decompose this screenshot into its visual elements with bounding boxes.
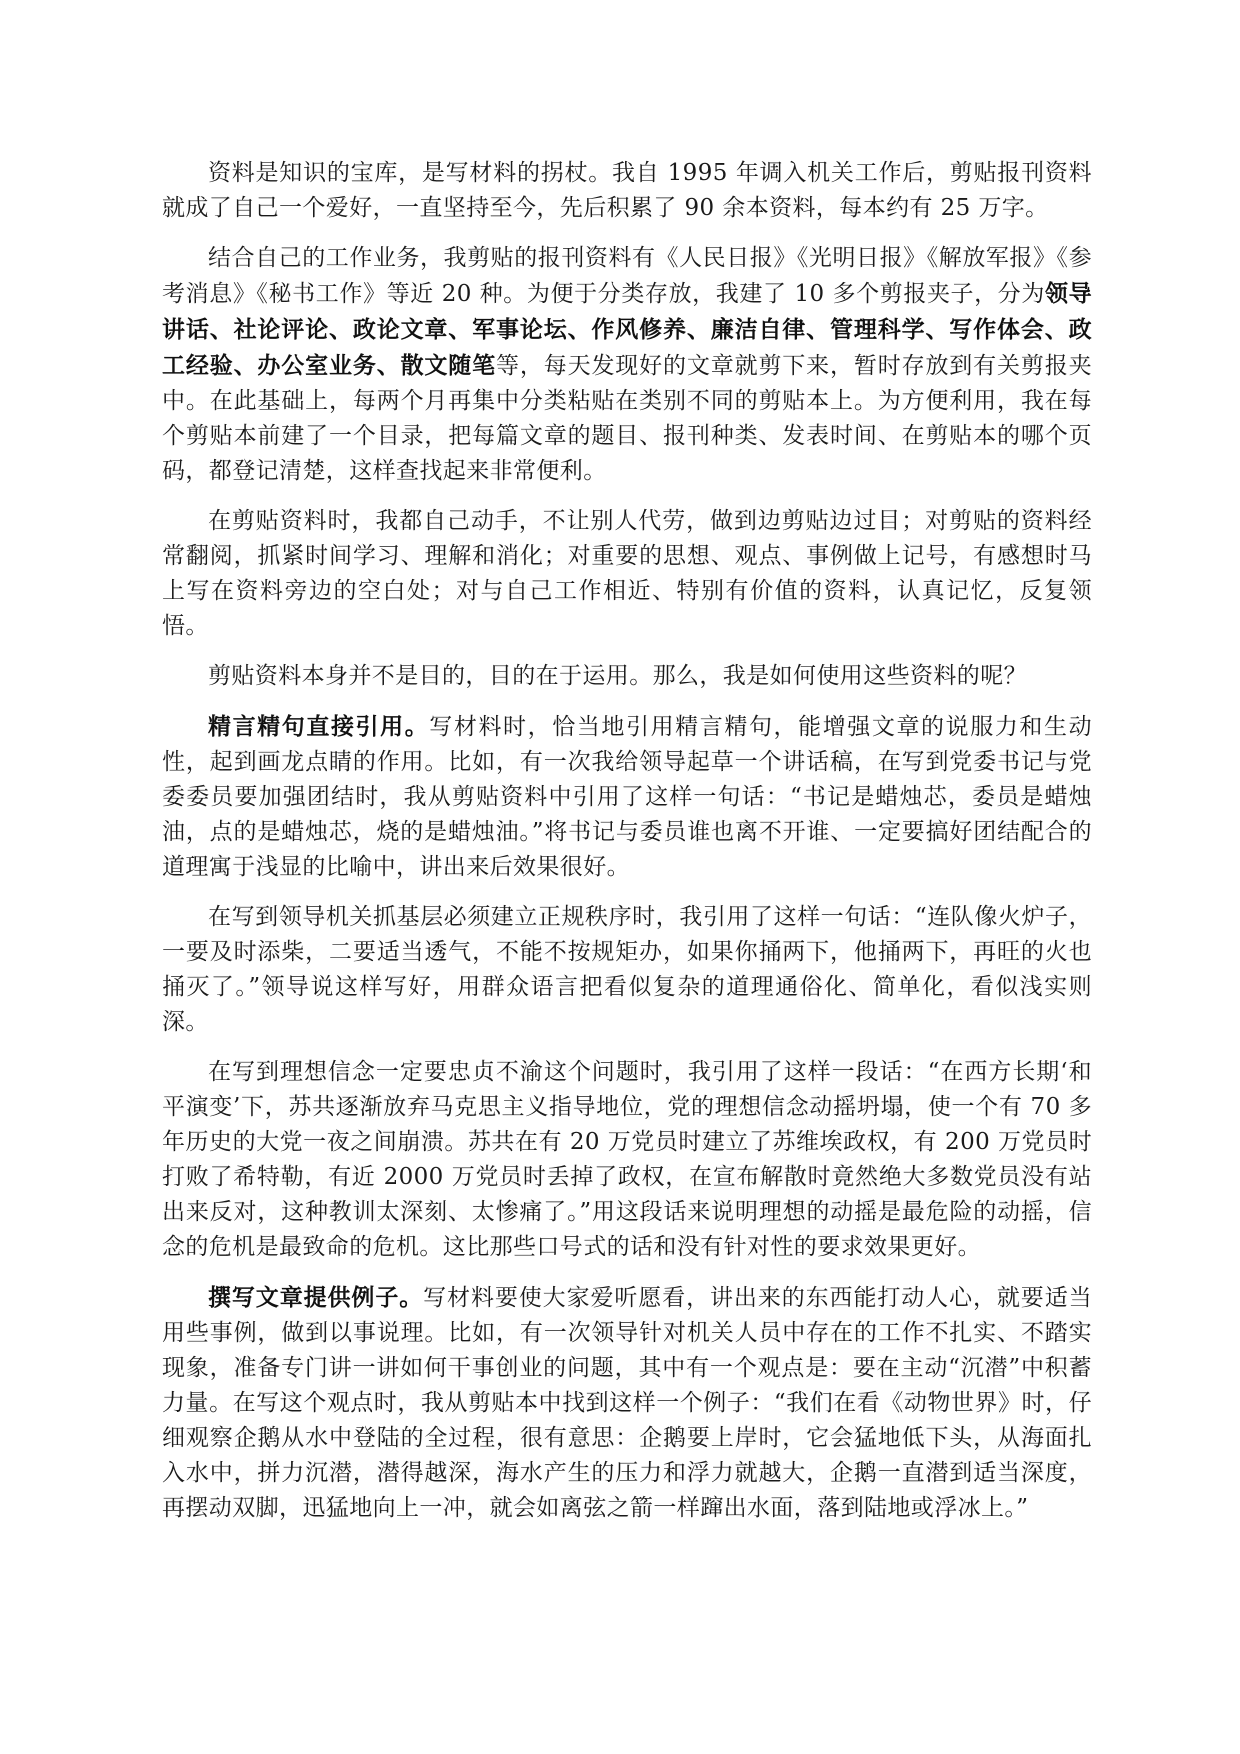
paragraph-examples bbox=[162, 1280, 1092, 1526]
text-run: 在写到理想信念一定要忠贞不渝这个问题时，我引用了这样一段话：“在西方长期‘和平演变’下，苏共逐渐放弃马克思主义指导地位，党的理想信念动摇坍塌，使一个有 70 多年历史的大党一夜之间崩溃。苏共在有 20 万党员时建立了苏维埃政权，有 200 万党员时打败了希特勒，有近 2000 万党员时丢掉了政权，在宣布解散时竟然绝大多数党员没有站出来反对，这种教训太深刻、太惨痛了。”用这段话来说明理想的动摇是最危险的动摇，信念的危机是最致命的危机。这比那些口号式的话和没有针对性的要求效果更好。 bbox=[162, 1059, 1092, 1260]
text-run: 资料是知识的宝库，是写材料的拐杖。我自 1995 年调入机关工作后，剪贴报刊资料就成了自己一个爱好，一直坚持至今，先后积累了 90 余本资料，每本约有 25 万字。 bbox=[162, 160, 1092, 221]
document-page bbox=[162, 156, 1092, 1541]
paragraph-purpose-question bbox=[162, 659, 1092, 694]
text-run: 等，每天发现好的文章就剪下来，暂时存放到有关剪报夹中。在此基础上，每两个月再集中分类粘贴在类别不同的剪贴本上。为方便利用，我在每个剪贴本前建了一个目录，把每篇文章的题目、报刊种类、发表时间、在剪贴本的哪个页码，都登记清楚，这样查找起来非常便利。 bbox=[162, 353, 1092, 484]
paragraph-quote-usage bbox=[162, 709, 1092, 885]
text-run: 写材料时，恰当地引用精言精句，能增强文章的说服力和生动性，起到画龙点睛的作用。比如，有一次我给领导起草一个讲话稿，在写到党委书记与党委委员要加强团结时，我从剪贴资料中引用了这样一句话：“书记是蜡烛芯，委员是蜡烛油，点的是蜡烛芯，烧的是蜡烛油。”将书记与委员谁也离不开谁、一定要搞好团结配合的道理寓于浅显的比喻中，讲出来后效果很好。 bbox=[162, 714, 1092, 880]
text-run: 剪贴资料本身并不是目的，目的在于运用。那么，我是如何使用这些资料的呢？ bbox=[208, 663, 1027, 689]
text-run: 结合自己的工作业务，我剪贴的报刊资料有《人民日报》《光明日报》《解放军报》《参考消息》《秘书工作》等近 20 种。为便于分类存放，我建了 10 多个剪报夹子，分为 bbox=[162, 245, 1092, 307]
bold-category-list: 领导讲话、社论评论、政论文章、军事论坛、作风修养、廉洁自律、管理科学、写作体会、政工经验、办公室业务、散文随笔 bbox=[162, 280, 1092, 379]
paragraph-clipping-sources bbox=[162, 241, 1092, 489]
paragraph-clipping-method bbox=[162, 504, 1092, 644]
paragraph-belief-quote bbox=[162, 1055, 1092, 1265]
text-run: 在剪贴资料时，我都自己动手，不让别人代劳，做到边剪贴边过目；对剪贴的资料经常翻阅，抓紧时间学习、理解和消化；对重要的思想、观点、事例做上记号，有感想时马上写在资料旁边的空白处；对与自己工作相近、特别有价值的资料，认真记忆，反复领悟。 bbox=[162, 508, 1092, 639]
bold-heading-quotes: 精言精句直接引用。 bbox=[208, 713, 430, 740]
paragraph-intro bbox=[162, 156, 1092, 226]
paragraph-stove-quote bbox=[162, 900, 1092, 1040]
text-run: 写材料要使大家爱听愿看，讲出来的东西能打动人心，就要适当用些事例，做到以事说理。比如，有一次领导针对机关人员中存在的工作不扎实、不踏实现象，准备专门讲一讲如何干事创业的问题，其中有一个观点是：要在主动“沉潜”中积蓄力量。在写这个观点时，我从剪贴本中找到这样一个例子：“我们在看《动物世界》时，仔细观察企鹅从水中登陆的全过程，很有意思：企鹅要上岸时，它会猛地低下头，从海面扎入水中，拼力沉潜，潜得越深，海水产生的压力和浮力就越大，企鹅一直潜到适当深度，再摆动双脚，迅猛地向上一冲，就会如离弦之箭一样蹿出水面，落到陆地或浮冰上。” bbox=[162, 1285, 1092, 1521]
bold-heading-examples: 撰写文章提供例子。 bbox=[208, 1284, 424, 1311]
text-run: 在写到领导机关抓基层必须建立正规秩序时，我引用了这样一句话：“连队像火炉子，一要及时添柴，二要适当透气，不能不按规矩办，如果你捅两下，他捅两下，再旺的火也捅灭了。”领导说这样写好，用群众语言把看似复杂的道理通俗化、简单化，看似浅实则深。 bbox=[162, 904, 1092, 1035]
